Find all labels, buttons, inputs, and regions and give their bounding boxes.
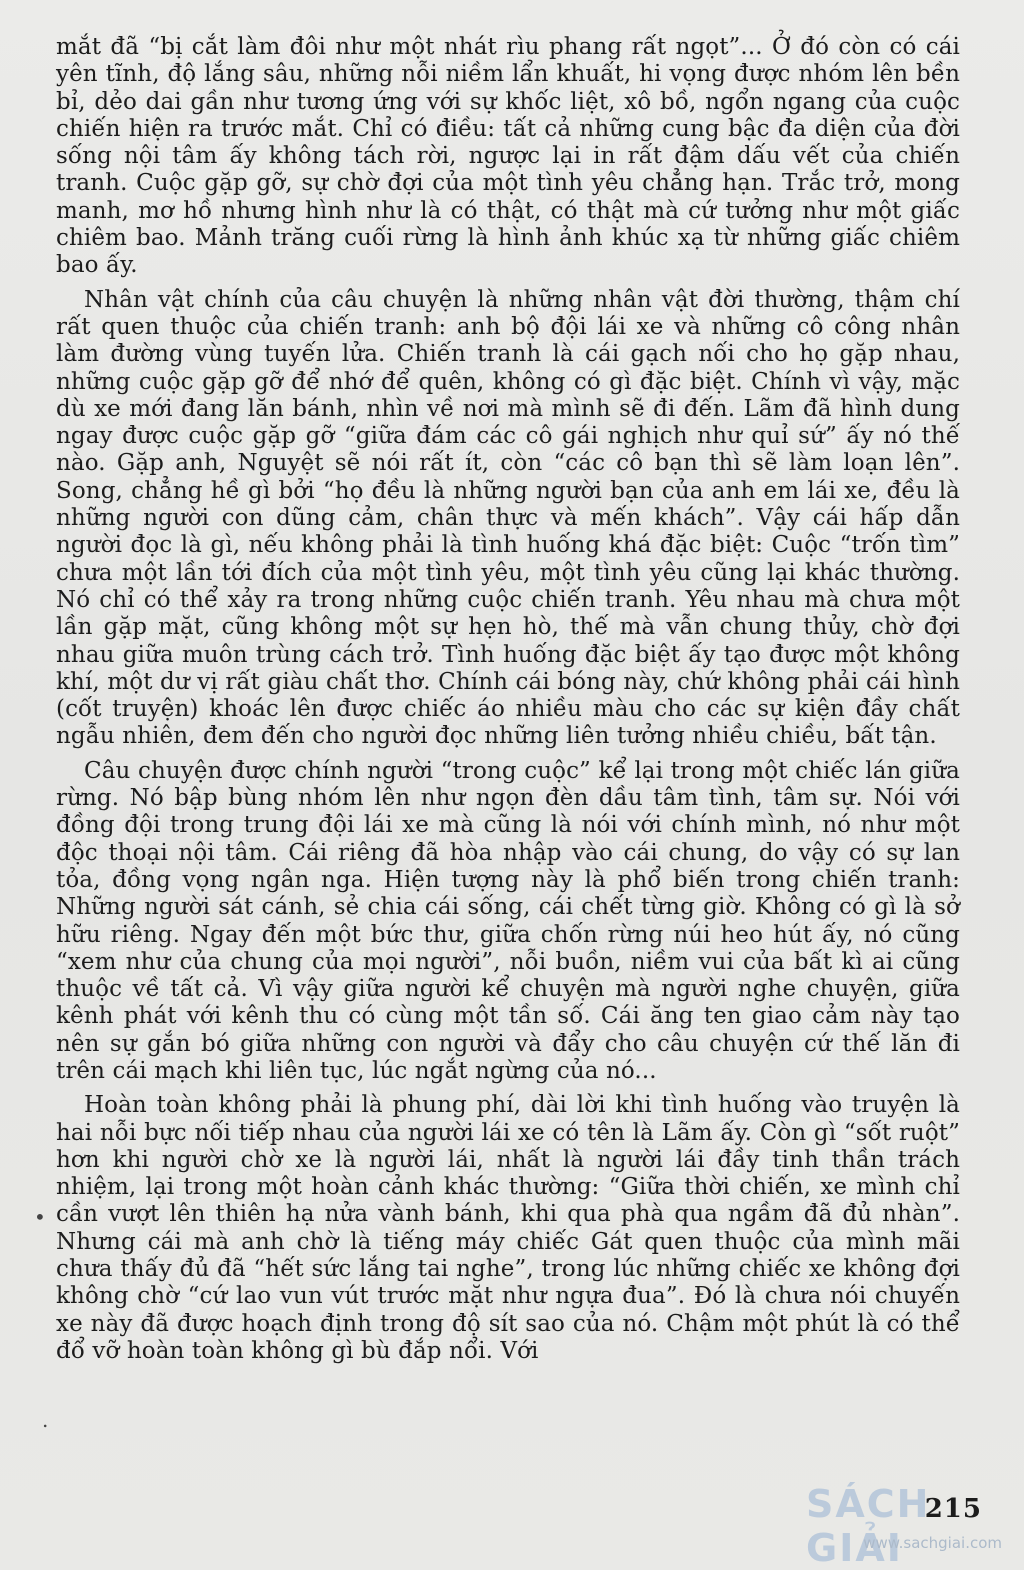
- watermark-logo: [806, 1482, 1020, 1570]
- watermark-site: www.sachgiai.com: [863, 1534, 1002, 1552]
- paragraph-4: Hoàn toàn không phải là phung phí, dài lời khi tình huống vào truyện là hai nỗi bực nối tiếp nhau của người lái xe có tên là Lãm ấy. Còn gì “sốt ruột” hơn khi người chờ xe là người lái, nhất là người lái đầy tinh thần trách nhiệm, lại trong một hoàn cảnh khác thường: “Giữa thời chiến, xe mình chỉ cần vượt lên thiên hạ nửa vành bánh, khi qua phà qua ngầm đã đủ nhàn”. Nhưng cái mà anh chờ là tiếng máy chiếc Gát quen thuộc của mình mãi chưa thấy đủ đã “hết sức lắng tai nghe”, trong lúc những chiếc xe không đợi không chờ “cứ lao vun vút trước mặt như ngựa đua”. Đó là chưa nói chuyến xe này đã được hoạch định trong độ sít sao của nó. Chậm một phút là có thể đổ vỡ hoàn toàn không gì bù đắp nổi. Với: [56, 1092, 960, 1364]
- paragraph-3: Câu chuyện được chính người “trong cuộc” kể lại trong một chiếc lán giữa rừng. Nó bập bùng nhóm lên như ngọn đèn dầu tâm tình, tâm sự. Nói với đồng đội trong trung đội lái xe mà cũng là nói với chính mình, nó như một độc thoại nội tâm. Cái riêng đã hòa nhập vào cái chung, do vậy có sự lan tỏa, đồng vọng ngân nga. Hiện tượng này là phổ biến trong chiến tranh: Những người sát cánh, sẻ chia cái sống, cái chết từng giờ. Không có gì là sở hữu riêng. Ngay đến một bức thư, giữa chốn rừng núi heo hút ấy, nó cũng “xem như của chung của mọi người”, nỗi buồn, niềm vui của bất kì ai cũng thuộc về tất cả. Vì vậy giữa người kể chuyện mà người nghe chuyện, giữa kênh phát với kênh thu có cùng một tần số. Cái ăng ten giao cảm này tạo nên sự gắn bó giữa những con người và đẩy cho câu chuyện cứ thế lăn đi trên cái mạch khi liên tục, lúc ngắt ngừng của nó...: [56, 757, 960, 1084]
- margin-dot: •: [34, 1205, 46, 1229]
- body-text: [56, 34, 960, 1372]
- margin-dot: .: [42, 1408, 49, 1432]
- paragraph-2: Nhân vật chính của câu chuyện là những nhân vật đời thường, thậm chí rất quen thuộc của chiến tranh: anh bộ đội lái xe và những cô công nhân làm đường vùng tuyến lửa. Chiến tranh là cái gạch nối cho họ gặp nhau, những cuộc gặp gỡ để nhớ để quên, không có gì đặc biệt. Chính vì vậy, mặc dù xe mới đang lăn bánh, nhìn về nơi mà mình sẽ đi đến. Lãm đã hình dung ngay được cuộc gặp gỡ “giữa đám các cô gái nghịch như quỉ sứ” ấy nó thế nào. Gặp anh, Nguyệt sẽ nói rất ít, còn “các cô bạn thì sẽ làm loạn lên”. Song, chẳng hề gì bởi “họ đều là những người bạn của anh em lái xe, đều là những người con dũng cảm, chân thực và mến khách”. Vậy cái hấp dẫn người đọc là gì, nếu không phải là tình huống khá đặc biệt: Cuộc “trốn tìm” chưa một lần tới đích của một tình yêu, một tình yêu cũng lại khác thường. Nó chỉ có thể xảy ra trong những cuộc chiến tranh. Yêu nhau mà chưa một lần gặp mặt, cũng không một sự hẹn hò, thế mà vẫn chung thủy, chờ đợi nhau giữa muôn trùng cách trở. Tình huống đặc biệt ấy tạo được một không khí, một dư vị rất giàu chất thơ. Chính cái bóng này, chứ không phải cái hình (cốt truyện) khoác lên được chiếc áo nhiều màu cho các sự kiện đầy chất ngẫu nhiên, đem đến cho người đọc những liên tưởng nhiều chiều, bất tận.: [56, 286, 960, 750]
- paragraph-1: mắt đã “bị cắt làm đôi như một nhát rìu phang rất ngọt”... Ở đó còn có cái yên tĩnh, độ lắng sâu, những nỗi niềm lẩn khuất, hi vọng được nhóm lên bền bỉ, dẻo dai gần như tương ứng với sự khốc liệt, xô bồ, ngổn ngang của cuộc chiến hiện ra trước mắt. Chỉ có điều: tất cả những cung bậc đa diện của đời sống nội tâm ấy không tách rời, ngược lại in rất đậm dấu vết của chiến tranh. Cuộc gặp gỡ, sự chờ đợi của một tình yêu chẳng hạn. Trắc trở, mong manh, mơ hồ nhưng hình như là có thật, có thật mà cứ tưởng như một giấc chiêm bao. Mảnh trăng cuối rừng là hình ảnh khúc xạ từ những giấc chiêm bao ấy.: [56, 34, 960, 279]
- page-number: 215: [924, 1494, 982, 1524]
- watermark-brand: SÁCH GIẢI: [806, 1482, 931, 1570]
